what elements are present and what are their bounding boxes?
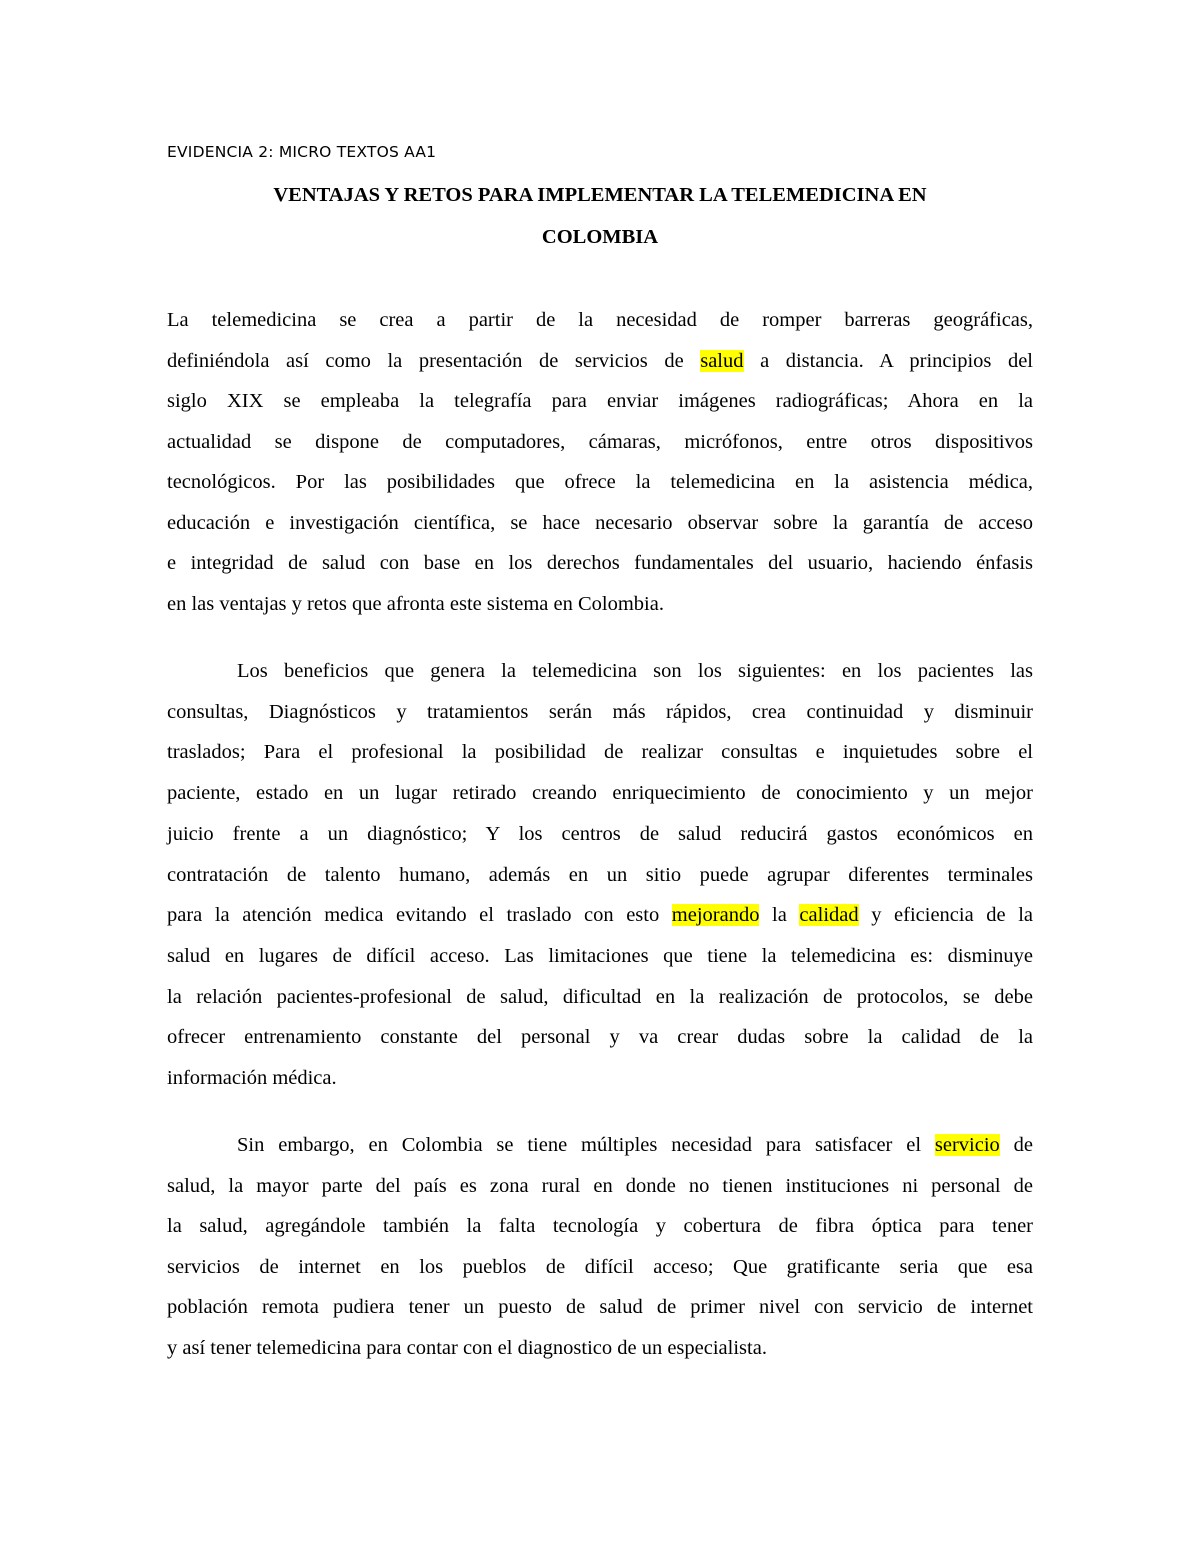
paragraph-line: paciente, estado en un lugar retirado creando enriquecimiento de conocimiento y un mejor [167, 782, 1033, 805]
paragraph-line: población remota pudiera tener un puesto de salud de primer nivel con servicio de internet [167, 1296, 1033, 1319]
paragraph-line: siglo XIX se empleaba la telegrafía para enviar imágenes radiográficas; Ahora en la [167, 390, 1033, 412]
paragraph-line: La telemedicina se crea a partir de la necesidad de romper barreras geográficas, [167, 309, 1033, 331]
paragraph-line: actualidad se dispone de computadores, cámaras, micrófonos, entre otros dispositivos [167, 430, 1033, 453]
document-title-line-2: COLOMBIA [541, 226, 659, 248]
text-run: definiéndola así como la presentación de servicios de [167, 349, 701, 372]
paragraph-line: la salud, agregándole también la falta tecnología y cobertura de fibra óptica para tener [167, 1215, 1033, 1238]
highlighted-word: calidad [799, 904, 859, 927]
document-title-line-1: VENTAJAS Y RETOS PARA IMPLEMENTAR LA TELEMEDICINA EN [273, 184, 927, 206]
paragraph-line: juicio frente a un diagnóstico; Y los centros de salud reducirá gastos económicos en [167, 822, 1033, 845]
text-run: de [999, 1134, 1033, 1156]
paragraph-line: Los beneficios que genera la telemedicina son los siguientes: en los pacientes las [237, 660, 1033, 682]
paragraph-line [167, 346, 1033, 376]
highlighted-word: servicio [934, 1134, 1000, 1156]
paragraph-line [237, 1130, 1033, 1160]
text-run: Sin embargo, en Colombia se tiene múltiples necesidad para satisfacer el [237, 1134, 935, 1156]
paragraph-line: traslados; Para el profesional la posibilidad de realizar consultas e inquietudes sobre el [167, 741, 1033, 764]
paragraph-line: y así tener telemedicina para contar con el diagnostico de un especialista. [167, 1337, 767, 1359]
paragraph-line: la relación pacientes-profesional de salud, dificultad en la realización de protocolos, se debe [167, 985, 1033, 1008]
paragraph-line: consultas, Diagnósticos y tratamientos serán más rápidos, crea continuidad y disminuir [167, 700, 1033, 723]
paragraph-line: información médica. [167, 1067, 337, 1089]
evidence-label: EVIDENCIA 2: MICRO TEXTOS AA1 [167, 143, 437, 161]
paragraph-line [167, 900, 1033, 930]
paragraph-line: educación e investigación científica, se hace necesario observar sobre la garantía de acceso [167, 511, 1033, 534]
paragraph-line: en las ventajas y retos que afronta este sistema en Colombia. [167, 592, 664, 615]
paragraph-line: e integridad de salud con base en los derechos fundamentales del usuario, haciendo énfasis [167, 552, 1033, 574]
paragraph-line: ofrecer entrenamiento constante del personal y va crear dudas sobre la calidad de la [167, 1026, 1033, 1049]
text-run: y eficiencia de la [858, 904, 1033, 927]
text-run: para la atención medica evitando el traslado con esto [167, 904, 672, 927]
text-run: la [759, 904, 800, 927]
paragraph-line: tecnológicos. Por las posibilidades que ofrece la telemedicina en la asistencia médica, [167, 471, 1033, 493]
highlighted-word: salud [700, 349, 744, 372]
paragraph-line: salud en lugares de difícil acceso. Las limitaciones que tiene la telemedicina es: disminuye [167, 944, 1033, 967]
text-run: a distancia. A principios del [743, 349, 1033, 372]
highlighted-word: mejorando [671, 904, 760, 927]
paragraph-line: servicios de internet en los pueblos de difícil acceso; Que gratificante seria que esa [167, 1255, 1033, 1278]
paragraph-line: contratación de talento humano, además en un sitio puede agrupar diferentes terminales [167, 863, 1033, 886]
paragraph-line: salud, la mayor parte del país es zona rural en donde no tienen instituciones ni personal de [167, 1174, 1033, 1197]
